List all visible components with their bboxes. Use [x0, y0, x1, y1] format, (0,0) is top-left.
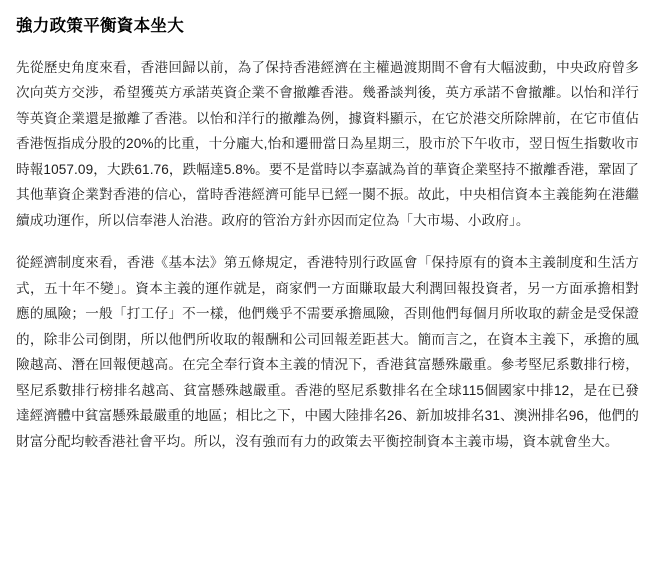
- body-paragraph-2: 從經濟制度來看，香港《基本法》第五條規定，香港特別行政區會「保持原有的資本主義制度和生活方式，五十年不變」。資本主義的運作就是，商家們一方面賺取最大利潤回報投資者，另一方面承擔相對應的風險；一般「打工仔」不一樣，他們幾乎不需要承擔風險，否則他們每個月所收取的薪金是受保證的，除非公司倒閉，所以他們所收取的報酬和公司回報差距甚大。簡而言之，在資本主義下，承擔的風險越高、潛在回報便越高。在完全奉行資本主義的情況下，香港貧富懸殊嚴重。參考堅尼系數排行榜，堅尼系數排行榜排名越高、貧富懸殊越嚴重。香港的堅尼系數排名在全球115個國家中排12，是在已發達經濟體中貧富懸殊最嚴重的地區；相比之下，中國大陸排名26、新加坡排名31、澳洲排名96，他們的財富分配均較香港社會平均。所以，沒有強而有力的政策去平衡控制資本主義市場，資本就會坐大。: [16, 255, 639, 449]
- body-paragraph-1: 先從歷史角度來看，香港回歸以前，為了保持香港經濟在主權過渡期間不會有大幅波動，中央政府曾多次向英方交涉，希望獲英方承諾英資企業不會撤離香港。幾番談判後，英方承諾不會撤離。以怡和洋行等英資企業還是撤離了香港。以怡和洋行的撤離為例，據資料顯示，在它於港交所除牌前，在它市值佔香港恆指成分股的20%的比重，十分龐大,怡和遷冊當日為星期三，股市於下午收市，翌日恆生指數收市時報1057.09，大跌61.76，跌幅達5.8%。要不是當時以李嘉誠為首的華資企業堅持不撤離香港，鞏固了其他華資企業對香港的信心，當時香港經濟可能早已經一闋不振。故此，中央相信資本主義能夠在港繼續成功運作，所以信奉港人治港。政府的管治方針亦因而定位為「大市場、小政府」。: [16, 59, 639, 228]
- page-title: 強力政策平衡資本坐大: [16, 17, 184, 35]
